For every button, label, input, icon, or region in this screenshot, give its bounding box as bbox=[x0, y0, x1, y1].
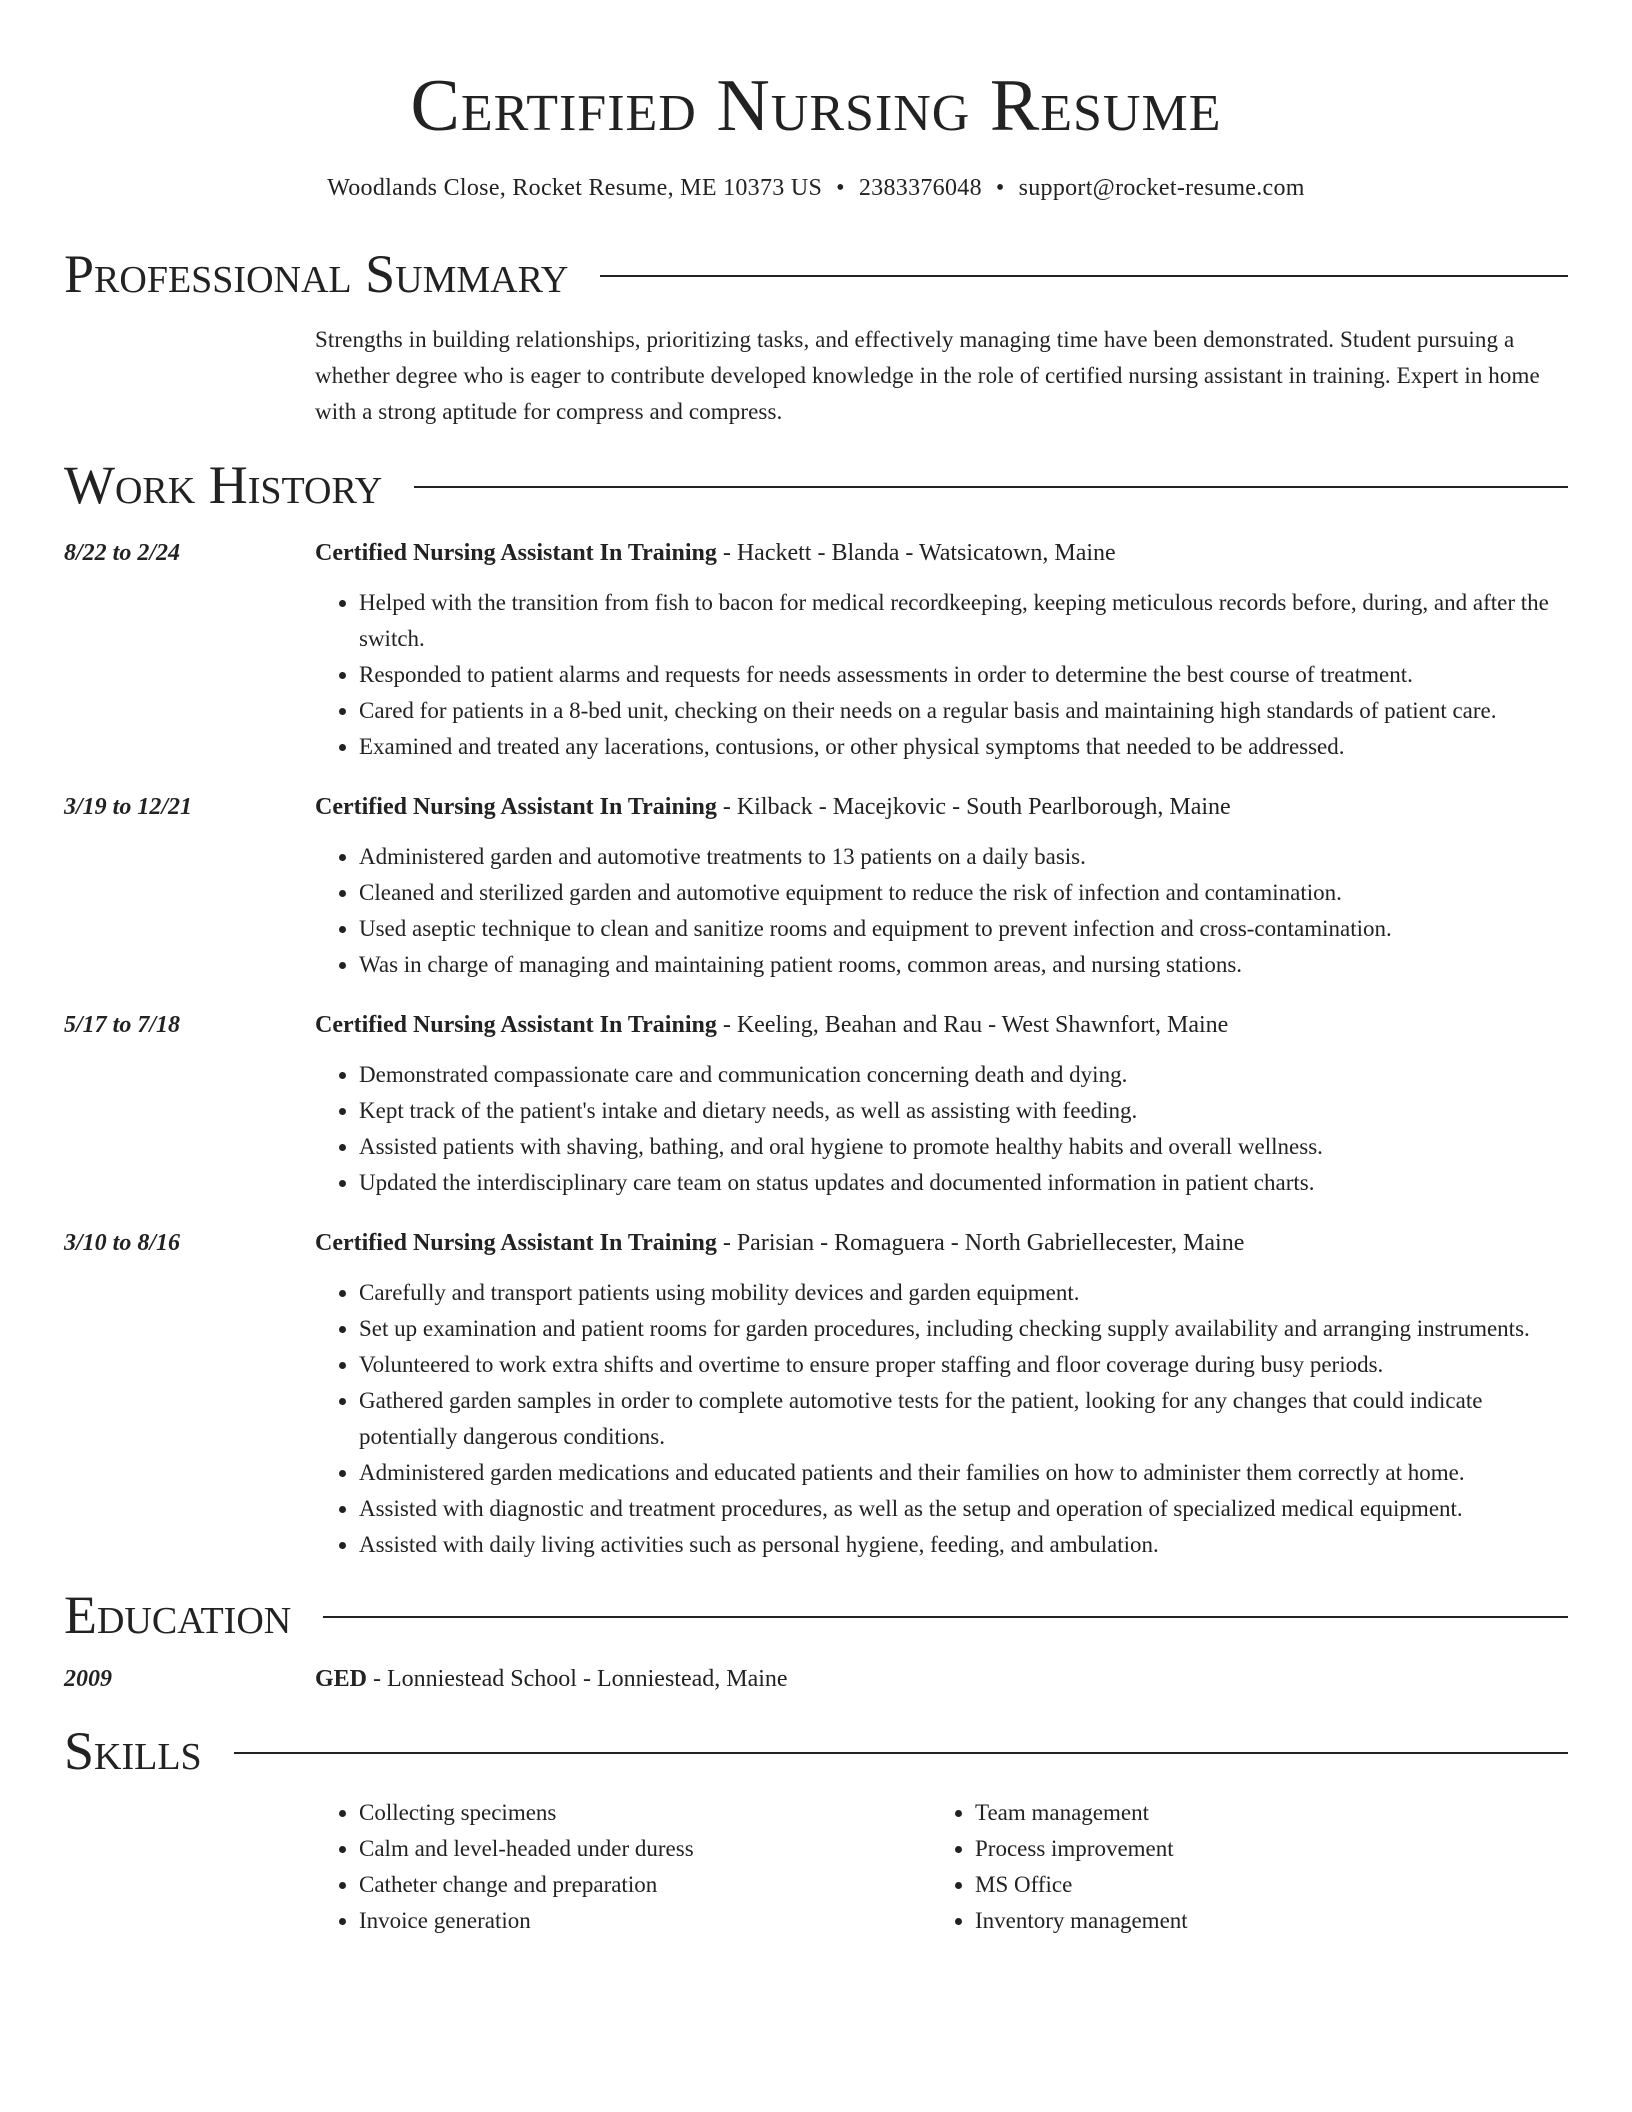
list-item: • Gathered garden samples in order to complete automotive tests for the patient, looking for any changes that could indicate potentially dangerous conditions. bbox=[359, 1383, 1568, 1455]
contact-address: Woodlands Close, Rocket Resume, ME 10373 US bbox=[327, 175, 823, 201]
skills-section-header bbox=[64, 1719, 1568, 1783]
list-item: • Assisted with diagnostic and treatment procedures, as well as the setup and operation of specialized medical equipment. bbox=[359, 1491, 1568, 1527]
list-item: • Helped with the transition from fish to bacon for medical recordkeeping, keeping meticulous records before, during, and after the switch. bbox=[359, 585, 1568, 657]
contact-separator: • bbox=[995, 175, 1005, 201]
list-item: • Was in charge of managing and maintaining patient rooms, common areas, and nursing stations. bbox=[359, 947, 1568, 983]
job-entry bbox=[64, 535, 1568, 765]
education-heading bbox=[315, 1661, 1568, 1697]
job-entry bbox=[64, 789, 1568, 983]
skill-item: • Catheter change and preparation bbox=[359, 1867, 931, 1903]
job-dates: 5/17 to 7/18 bbox=[64, 1012, 181, 1038]
job-bullets bbox=[315, 585, 1568, 765]
summary-text: Strengths in building relationships, prioritizing tasks, and effectively managing time have been demonstrated. Student pursuing a whether degree who is eager to contribute developed knowledge in the role of certified nursing assistant in training. Expert in home with a strong aptitude for compress and compress. bbox=[315, 327, 1540, 424]
job-heading bbox=[315, 1007, 1568, 1043]
contact-line bbox=[64, 172, 1568, 204]
section-title-work: Work History bbox=[64, 455, 383, 515]
job-details: - Kilback - Macejkovic - South Pearlborough, Maine bbox=[716, 794, 1231, 820]
section-divider bbox=[600, 275, 1568, 277]
education-entry bbox=[64, 1661, 1568, 1697]
summary-section-header bbox=[64, 242, 1568, 306]
job-heading bbox=[315, 789, 1568, 825]
job-role: Certified Nursing Assistant In Training bbox=[315, 794, 717, 820]
section-divider bbox=[323, 1616, 1568, 1618]
section-title-summary: Professional Summary bbox=[64, 244, 569, 304]
skill-item: • Inventory management bbox=[975, 1903, 1188, 1939]
list-item: • Cleaned and sterilized garden and automotive equipment to reduce the risk of infection and contamination. bbox=[359, 875, 1568, 911]
job-role: Certified Nursing Assistant In Training bbox=[315, 1230, 717, 1256]
skill-item: • Calm and level-headed under duress bbox=[359, 1831, 931, 1867]
job-heading bbox=[315, 1225, 1568, 1261]
skill-item: • Team management bbox=[975, 1795, 1188, 1831]
job-bullets bbox=[315, 1057, 1568, 1201]
job-entry bbox=[64, 1225, 1568, 1563]
skills-list bbox=[315, 1795, 1568, 1939]
job-dates: 3/19 to 12/21 bbox=[64, 794, 193, 820]
section-divider bbox=[234, 1752, 1568, 1754]
skills-column-left bbox=[315, 1795, 931, 1939]
skill-item: • Invoice generation bbox=[359, 1903, 931, 1939]
job-bullets bbox=[315, 1275, 1568, 1563]
list-item: • Assisted patients with shaving, bathing, and oral hygiene to promote healthy habits and overall wellness. bbox=[359, 1129, 1568, 1165]
list-item: • Assisted with daily living activities such as personal hygiene, feeding, and ambulation. bbox=[359, 1527, 1568, 1563]
list-item: • Demonstrated compassionate care and communication concerning death and dying. bbox=[359, 1057, 1568, 1093]
list-item: • Responded to patient alarms and requests for needs assessments in order to determine the best course of treatment. bbox=[359, 657, 1568, 693]
list-item: • Volunteered to work extra shifts and overtime to ensure proper staffing and floor coverage during busy periods. bbox=[359, 1347, 1568, 1383]
contact-separator: • bbox=[836, 175, 845, 201]
job-entry bbox=[64, 1007, 1568, 1201]
contact-email: support@rocket-resume.com bbox=[1018, 175, 1305, 201]
list-item: • Used aseptic technique to clean and sanitize rooms and equipment to prevent infection and cross-contamination. bbox=[359, 911, 1568, 947]
resume-page bbox=[64, 0, 1568, 1939]
list-item: • Updated the interdisciplinary care team on status updates and documented information in patient charts. bbox=[359, 1165, 1568, 1201]
education-year: 2009 bbox=[64, 1666, 112, 1692]
list-item: • Cared for patients in a 8-bed unit, checking on their needs on a regular basis and maintaining high standards of patient care. bbox=[359, 693, 1568, 729]
list-item: • Administered garden medications and educated patients and their families on how to administer them correctly at home. bbox=[359, 1455, 1568, 1491]
list-item: • Kept track of the patient's intake and dietary needs, as well as assisting with feeding. bbox=[359, 1093, 1568, 1129]
resume-title: Certified Nursing Resume bbox=[410, 65, 1222, 147]
section-title-skills: Skills bbox=[64, 1721, 202, 1781]
list-item: • Administered garden and automotive treatments to 13 patients on a daily basis. bbox=[359, 839, 1568, 875]
job-dates: 3/10 to 8/16 bbox=[64, 1230, 181, 1256]
skill-item: • Collecting specimens bbox=[359, 1795, 931, 1831]
skills-column-right bbox=[931, 1795, 1188, 1939]
list-item: • Set up examination and patient rooms for garden procedures, including checking supply availability and arranging instruments. bbox=[359, 1311, 1568, 1347]
job-role: Certified Nursing Assistant In Training bbox=[315, 1012, 717, 1038]
list-item: • Carefully and transport patients using mobility devices and garden equipment. bbox=[359, 1275, 1568, 1311]
job-role: Certified Nursing Assistant In Training bbox=[315, 540, 717, 566]
skill-item: • Process improvement bbox=[975, 1831, 1188, 1867]
job-details: - Parisian - Romaguera - North Gabriellecester, Maine bbox=[716, 1230, 1245, 1256]
contact-phone: 2383376048 bbox=[858, 175, 982, 201]
work-section-header bbox=[64, 453, 1568, 517]
section-title-education: Education bbox=[64, 1585, 292, 1645]
education-degree: GED bbox=[315, 1666, 368, 1692]
list-item: • Examined and treated any lacerations, contusions, or other physical symptoms that needed to be addressed. bbox=[359, 729, 1568, 765]
education-section-header bbox=[64, 1583, 1568, 1647]
job-details: - Keeling, Beahan and Rau - West Shawnfort, Maine bbox=[716, 1012, 1229, 1038]
job-details: - Hackett - Blanda - Watsicatown, Maine bbox=[716, 540, 1116, 566]
education-details: - Lonniestead School - Lonniestead, Maine bbox=[367, 1666, 788, 1692]
job-dates: 8/22 to 2/24 bbox=[64, 540, 181, 566]
skill-item: • MS Office bbox=[975, 1867, 1188, 1903]
section-divider bbox=[414, 486, 1568, 488]
job-bullets bbox=[315, 839, 1568, 983]
job-heading bbox=[315, 535, 1568, 571]
